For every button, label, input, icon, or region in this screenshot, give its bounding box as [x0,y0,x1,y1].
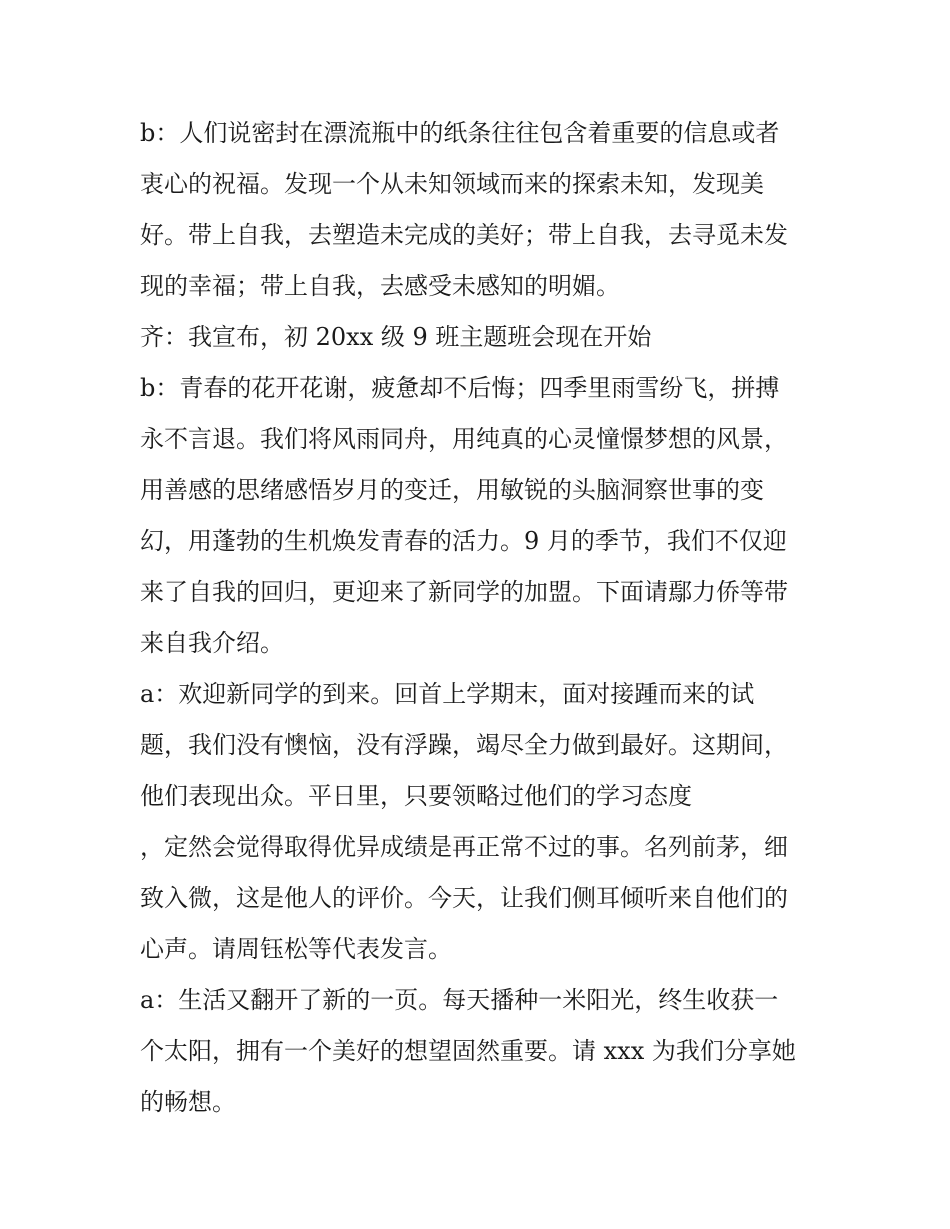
text-line: 心声。请周钰松等代表发言。 [140,935,452,963]
text-line: 来了自我的回归，更迎来了新同学的加盟。下面请鄢力侨等带 [140,578,788,606]
text-line: 来自我介绍。 [140,629,284,657]
text-line: 题，我们没有懊恼，没有浮躁，竭尽全力做到最好。这期间， [140,731,788,759]
text-line: 幻，用蓬勃的生机焕发青春的活力。9 月的季节，我们不仅迎 [140,527,787,555]
text-line: 齐：我宣布，初 20xx 级 9 班主题班会现在开始 [140,323,652,351]
text-line: ，定然会觉得取得优异成绩是再正常不过的事。名列前茅，细 [140,833,788,861]
text-line: b：青春的花开花谢，疲惫却不后悔；四季里雨雪纷飞，拼搏 [140,374,780,402]
text-line: 他们表现出众。平日里，只要领略过他们的学习态度 [140,782,692,810]
text-line: 致入微，这是他人的评价。今天，让我们侧耳倾听来自他们的 [140,884,788,912]
text-line: 现的幸福；带上自我，去感受未感知的明媚。 [140,272,620,300]
text-line: 用善感的思绪感悟岁月的变迁，用敏锐的头脑洞察世事的变 [140,476,764,504]
text-line: 好。带上自我，去塑造未完成的美好；带上自我，去寻觅未发 [140,221,788,249]
document-body [140,108,820,1128]
text-line: 的畅想。 [140,1088,236,1116]
text-line: a：生活又翻开了新的一页。每天播种一米阳光，终生收获一 [140,986,779,1014]
text-line: b：人们说密封在漂流瓶中的纸条往往包含着重要的信息或者 [140,119,780,147]
text-line: 个太阳，拥有一个美好的想望固然重要。请 xxx 为我们分享她 [140,1037,796,1065]
text-line: 永不言退。我们将风雨同舟，用纯真的心灵憧憬梦想的风景， [140,425,788,453]
text-line: a：欢迎新同学的到来。回首上学期末，面对接踵而来的试 [140,680,755,708]
text-line: 衷心的祝福。发现一个从未知领域而来的探索未知，发现美 [140,170,764,198]
